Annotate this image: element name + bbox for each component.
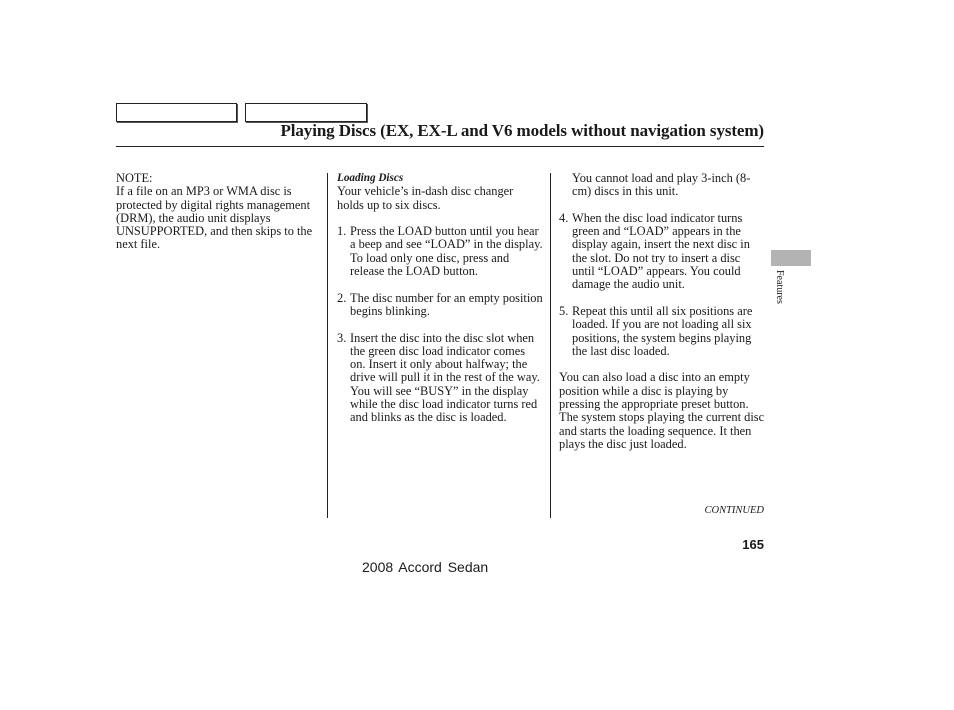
step-text: Repeat this until all six positions are loaded. If you are not loading all six positions, the system begins playing the last disc loaded. (572, 303, 753, 358)
step-number: 1. (337, 224, 347, 239)
step-3-continuation: You cannot load and play 3-inch (8-cm) discs in this unit. (572, 171, 751, 199)
step-text: Insert the disc into the disc slot when the green disc load indicator comes on. Insert it only about halfway; the drive will pull it in the rest of the way. You will see “BUSY” in the display while the disc load indicator turns red and blinks as the disc is loaded. (350, 330, 540, 425)
column-1 (116, 172, 321, 252)
column-divider-2 (550, 173, 551, 518)
page-number: 165 (742, 537, 764, 552)
nav-box-left[interactable] (116, 103, 237, 122)
step-5 (559, 305, 765, 358)
step-4 (559, 212, 765, 292)
step-text: Press the LOAD button until you hear a beep and see “LOAD” in the display. To load only one disc, press and release the LOAD button. (350, 224, 543, 279)
step-1 (337, 225, 543, 278)
section-tab-label: Features (774, 270, 785, 304)
step-2 (337, 292, 543, 319)
nav-box-right[interactable] (245, 103, 367, 122)
note-text: If a file on an MP3 or WMA disc is protected by digital rights management (DRM), the audio unit displays UNSUPPORTED, and then skips to the next file. (116, 184, 313, 252)
continued-marker: CONTINUED (704, 505, 764, 516)
section-tab[interactable] (771, 250, 811, 266)
step-number: 5. (559, 303, 569, 318)
step-3 (337, 332, 543, 425)
step-number: 2. (337, 290, 347, 305)
step-number: 4. (559, 210, 569, 225)
column-3 (559, 172, 765, 451)
step-number: 3. (337, 330, 347, 345)
note-label: NOTE: (116, 171, 153, 185)
title-rule (116, 146, 764, 147)
step-text: The disc number for an empty position begins blinking. (350, 290, 543, 318)
section-subheading: Loading Discs (337, 172, 404, 184)
column-2 (337, 172, 543, 425)
step-text: When the disc load indicator turns green and “LOAD” appears in the display again, insert the next disc in the slot. Do not try to insert a disc until “LOAD” appears. You could damage the audio unit. (572, 210, 750, 292)
page-title: Playing Discs (EX, EX-L and V6 models without navigation system) (280, 121, 764, 140)
footer-model: 2008 Accord Sedan (362, 559, 489, 575)
column-divider-1 (327, 173, 328, 518)
extra-paragraph: You can also load a disc into an empty position while a disc is playing by pressing the appropriate preset button. The system stops playing the current disc and starts the loading sequence. It then plays the disc just loaded. (559, 370, 765, 451)
intro-paragraph: Your vehicle’s in-dash disc changer holds up to six discs. (337, 184, 514, 212)
